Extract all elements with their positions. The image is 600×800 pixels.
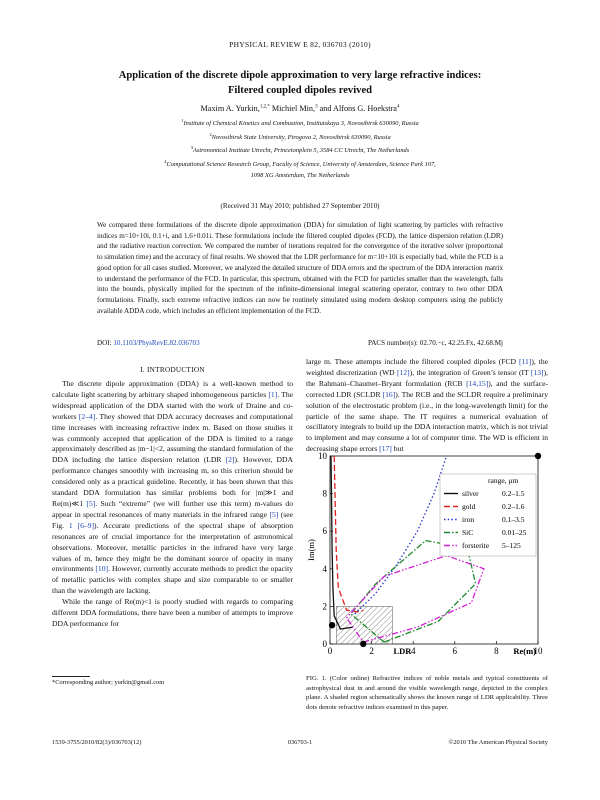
examined-point: [329, 622, 335, 628]
citation-link[interactable]: [17]: [379, 444, 392, 454]
received-dates: (Received 31 May 2010; published 27 September 2010): [220, 202, 380, 210]
doi-pacs-row: [97, 339, 503, 347]
legend-entry-range: 5–125: [502, 541, 521, 550]
text-run: . The widespread application of the DDA started with the work of Draine and co-workers: [52, 389, 294, 421]
intro-paragraph-1: [52, 379, 293, 597]
affiliation: $^4$Computational Science Research Group, Faculty of Science, University of Amsterdam, Science Park 107,: [164, 159, 436, 169]
legend-title: range, μm: [488, 476, 519, 485]
affiliations: [60, 116, 540, 181]
footer-copyright: ©2010 The American Physical Society: [448, 739, 548, 746]
y-axis-label: Im(m): [306, 539, 316, 561]
citation-link[interactable]: [16]: [382, 389, 396, 399]
text-run: ). The RCB and the SCLDR require a preliminary solution of the electrostatic problem (i.e., in the long-wavelength limit) for the particle of the same shape. The IT requires a numerical evaluation of oscillatory integrals to build up the DDA interaction matrix, which is not trivial to implement and may consume a lot of computer time. The WD is efficient in decreasing shape errors: [306, 389, 548, 454]
text-run: . Such “extreme” (we will further use this term) m-values do appear in spectral resonances of many materials in the infrared range: [52, 498, 294, 519]
legend-entry-name: iron: [462, 515, 475, 524]
examined-point: [535, 453, 541, 459]
x-tick-label: 10: [533, 646, 543, 656]
legend-entry-range: 0.01–25: [502, 528, 527, 537]
text-run: ), the Rahmani–Chaumet–Bryant formulation (RCB: [306, 367, 548, 388]
legend-entry-name: silver: [462, 489, 479, 498]
examined-point: [360, 641, 366, 647]
pacs-numbers: PACS number(s): 02.70.−c, 42.25.Fx, 42.68.Mj: [368, 339, 503, 347]
citation-link[interactable]: [2]: [225, 455, 235, 465]
intro-column-left: [52, 379, 293, 630]
author-name: and Alfons G. Hoekstra: [319, 104, 397, 113]
affiliation: $^1$Institute of Chemical Kinetics and Combustion, Institutskaya 3, Novosibirsk 630090, Russia: [181, 118, 419, 128]
text-run: ), the weighted discretization (WD: [306, 357, 548, 377]
citation-link[interactable]: [11]: [518, 357, 532, 366]
ldr-label: LDR: [393, 646, 412, 656]
legend-entry-name: forsterite: [462, 541, 490, 550]
y-tick-label: 2: [322, 601, 327, 612]
author-affil-mark: 3: [315, 104, 318, 110]
citation-link[interactable]: [2–4]: [78, 411, 96, 421]
affiliation-continued: 1098 XG Amsterdam, The Netherlands: [250, 171, 350, 179]
y-tick-label: 6: [322, 526, 327, 537]
citation-link[interactable]: [14,15]: [466, 378, 489, 388]
text-run: ), and the surface-corrected LDR (SCLDR: [306, 378, 548, 399]
x-tick-label: 6: [452, 646, 458, 656]
y-tick-label: 4: [322, 563, 327, 574]
doi-link[interactable]: 10.1103/PhysRevE.82.036703: [113, 339, 200, 347]
text-run: The discrete dipole approximation (DDA) is a well-known method to calculate light scattering by arbitrary shaped inhomogeneous particles: [52, 379, 293, 399]
citation-link[interactable]: [6–9]: [77, 520, 95, 530]
legend-entry-range: 0.2–1.6: [502, 502, 525, 511]
legend-entry-range: 0.2–1.5: [502, 489, 525, 498]
intro-paragraph-continued: [306, 357, 548, 455]
x-axis-label: Re(m): [513, 646, 536, 656]
refractive-index-chart: [306, 452, 550, 672]
text-run: . However, currently accurate methods to predict the opacity of metallic particles with complex shape and size comparable to or smaller than the wavelength are lacking.: [52, 564, 293, 596]
footnote-rule: [52, 676, 90, 677]
author-list: [0, 104, 600, 113]
intro-column-right: [306, 357, 548, 455]
paper-title: [60, 68, 540, 98]
text-run: . They showed that DDA accuracy decreases and computational time increases with increasing refractive index m. Based on those studies it was commonly accepted that application of the DDA is limited to a range approximately described as |m−1|<2, assuming the standard formulation of the DDA including the lattice dispersion relation (LDR: [52, 411, 294, 465]
journal-header: PHYSICAL REVIEW E 82, 036703 (2010): [229, 40, 371, 49]
paper-title-line1: Application of the discrete dipole approximation to very large refractive indices:: [118, 70, 482, 81]
citation-link[interactable]: [5]: [86, 498, 96, 508]
text-run: (see Fig.: [52, 509, 293, 530]
abstract: We compared three formulations of the discrete dipole approximation (DDA) for simulation of light scattering by particles with refractive indices m=10+10i, 0.1+i, and 1.6+0.01i. These formulations include the filtered coupled dipoles (FCD), the lattice dispersion relation (LDR) and the radiative reaction correction. We compared the number of iterations required for the convergence of the iterative solver (proportional to simulation time) and the accuracy of final results. We showed that the LDR performance for m=10+10i is especially bad, while the FCD is a good option for all cases studied. Moreover, we analyzed the detailed structure of DDA errors and the spectrum of the DDA interaction matrix to understand the performance of the FCD. In particular, this spectrum, obtained with the FCD for particles smaller than the wavelength, falls into the bounds, physically implied for the spectrum of the infinite-dimensional integral scattering operator, contrary to two other DDA formulations. Finally, such extreme refractive indices can now be routinely simulated using modern desktop computers using the publicly available ADDA code, which includes an efficient implementation of the FCD.: [97, 221, 503, 315]
footnote: *Corresponding author; yurkin@gmail.com: [52, 679, 165, 686]
author-name: Maxim A. Yurkin,: [200, 104, 260, 113]
footer-page-number: 036703-1: [287, 739, 313, 746]
text-run: large m. These attempts include the filtered coupled dipoles (FCD: [306, 357, 519, 366]
x-tick-label: 4: [410, 646, 416, 656]
author-affil-mark: 1,2,*: [259, 104, 270, 110]
affiliation: $^2$Novosibirsk State University, Pirogova 2, Novosibirsk 630090, Russia: [209, 131, 391, 141]
legend-entry-name: SiC: [462, 528, 474, 537]
intro-paragraph-2: While the range of Re(m)<1 is poorly studied with regards to comparing different DDA formulations, there have been a number of attempts to improve DDA performance for: [52, 597, 293, 628]
footer-issn: 1539-3755/2010/82(3)/036703(12): [52, 739, 142, 746]
y-tick-label: 10: [318, 452, 327, 461]
y-tick-label: 8: [322, 488, 327, 499]
affiliation: $^3$Astronomical Institute Utrecht, Princetonplein 5, 3584 CC Utrecht, The Netherlands: [190, 145, 410, 155]
citation-link[interactable]: [5]: [269, 509, 279, 519]
x-tick-label: 0: [327, 646, 333, 656]
paper-title-line2: Filtered coupled dipoles revived: [227, 85, 373, 96]
author-name: Michiel Min,: [271, 104, 316, 113]
section-heading: I. INTRODUCTION: [140, 366, 205, 374]
figure-caption: FIG. 1. (Color online) Refractive indices of noble metals and typical constituents of astrophysical dust in and around the visible wavelength range, depicted in the complex plane. A shaded region schematically shows the known range of LDR applicability. Three dots denote refractive indices examined in this paper.: [306, 675, 548, 711]
y-tick-label: 0: [322, 639, 327, 649]
citation-link[interactable]: [12]: [397, 367, 410, 377]
text-run: but: [391, 444, 404, 454]
x-tick-label: 8: [494, 646, 499, 656]
citation-link[interactable]: [13]: [530, 367, 544, 377]
legend-entry-range: 0.1–3.5: [502, 515, 525, 524]
legend-entry-name: gold: [462, 502, 476, 511]
citation-link[interactable]: [10]: [95, 564, 109, 574]
text-run: ). Accurate predictions of the spectral shape of absorption resonances are of crucial importance for the interpretation of astronomical observations. Moreover, metallic particles in the infrared have very large values of m, hence they might be the dominant source of opacity in many environments: [52, 520, 293, 574]
figure-1: [306, 452, 550, 672]
citation-link[interactable]: [1]: [268, 389, 278, 399]
x-tick-label: 2: [369, 646, 374, 656]
doi-label: DOI:: [97, 339, 112, 347]
text-run: ). However, DDA performance changes smoothly with increasing m, so this criterion should be considered only as a practical guideline. Recently, it has been shown that this standard DDA formulation has similar problems both for |m|≫1 and Re(m)≪1: [52, 455, 293, 508]
text-run: ), the integration of Green’s tensor (IT: [409, 367, 531, 377]
citation-link[interactable]: 1: [68, 520, 73, 530]
author-affil-mark: 4: [396, 104, 400, 110]
